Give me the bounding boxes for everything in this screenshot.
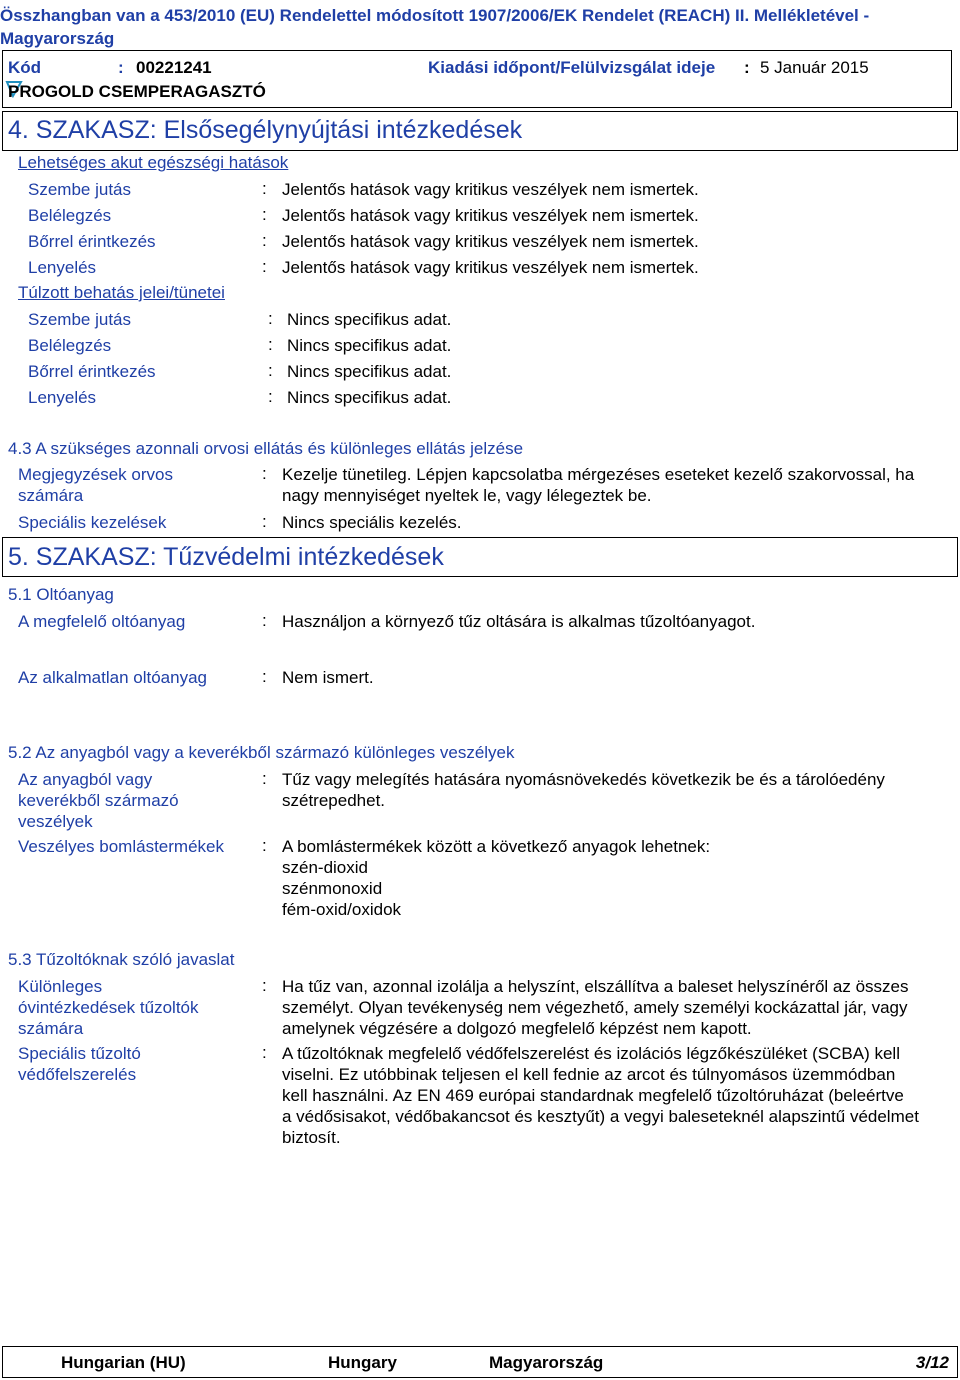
- acute-eye-value: Jelentős hatások vagy kritikus veszélyek nem ismertek.: [282, 180, 699, 199]
- over-skin-value: Nincs specifikus adat.: [287, 362, 452, 381]
- section4-title: 4. SZAKASZ: Elsősegélynyújtási intézkedések: [8, 116, 523, 144]
- colon: :: [262, 231, 267, 250]
- regulation-title-line2: Magyarország: [0, 29, 115, 48]
- doctor-notes-value-line: Kezelje tünetileg. Lépjen kapcsolatba mérgezéses eseteket kezelő szakorvossal, ha: [282, 465, 915, 484]
- precautions-label: [18, 976, 199, 1039]
- colon: :: [262, 611, 267, 630]
- decomposition-value-line: szén-dioxid: [282, 858, 368, 877]
- colon: :: [262, 667, 267, 686]
- equipment-label-line: Speciális tűzoltó: [18, 1044, 141, 1063]
- precautions-label-line: Különleges: [18, 977, 103, 996]
- section5-title: 5. SZAKASZ: Tűzvédelmi intézkedések: [8, 543, 444, 571]
- over-skin-label: Bőrrel érintkezés: [28, 362, 156, 381]
- code-value: 00221241: [136, 58, 212, 77]
- date-value: 5 Január 2015: [760, 58, 869, 77]
- decomposition-value: [282, 836, 710, 920]
- acute-ingestion-label: Lenyelés: [28, 258, 97, 277]
- footer-country: Hungary: [328, 1353, 397, 1372]
- over-eye-label: Szembe jutás: [28, 310, 131, 329]
- hazards-value-line: szétrepedhet.: [282, 791, 386, 810]
- colon: :: [262, 464, 267, 483]
- hazards-label: [18, 769, 179, 832]
- equipment-label-line: védőfelszerelés: [18, 1065, 137, 1084]
- colon: :: [268, 387, 273, 406]
- colon: :: [262, 976, 267, 995]
- special-treatment-value: Nincs speciális kezelés.: [282, 513, 462, 532]
- acute-inhalation-value: Jelentős hatások vagy kritikus veszélyek nem ismertek.: [282, 206, 699, 225]
- hazards-label-line: veszélyek: [18, 812, 93, 831]
- footer-page-number: 3/12: [915, 1353, 949, 1372]
- colon: :: [262, 257, 267, 276]
- acute-eye-label: Szembe jutás: [28, 180, 131, 199]
- equipment-value-line: a védősisakot, védőbakancsot és kesztyűt) a vegyi baleseteknél alapszintű védelmet: [282, 1107, 919, 1126]
- precautions-value-line: amelynek végzésére a dolgozó megfelelő képzést nem kapott.: [282, 1019, 752, 1038]
- over-inhalation-value: Nincs specifikus adat.: [287, 336, 452, 355]
- decomposition-value-line: A bomlástermékek között a következő anyagok lehetnek:: [282, 837, 711, 856]
- code-colon: :: [118, 58, 124, 77]
- product-name: PROGOLD CSEMPERAGASZTÓ: [8, 82, 266, 101]
- subsection-5-2: 5.2 Az anyagból vagy a keverékből származó különleges veszélyek: [8, 743, 515, 762]
- acute-inhalation-label: Belélegzés: [28, 206, 112, 225]
- doctor-notes-label-line: számára: [18, 486, 84, 505]
- acute-effects-heading: Lehetséges akut egészségi hatások: [18, 153, 289, 172]
- colon: :: [262, 1043, 267, 1062]
- precautions-value-line: személyt. Olyan tevékenység nem végezhető, amely személyi kockázattal jár, vagy: [282, 998, 908, 1017]
- unsuitable-media-label: Az alkalmatlan oltóanyag: [18, 668, 208, 687]
- precautions-value-line: Ha tűz van, azonnal izolálja a helyszínt, elszállítva a baleset helyszínéről az összes: [282, 977, 909, 996]
- code-label: Kód: [8, 58, 42, 77]
- precautions-label-line: számára: [18, 1019, 84, 1038]
- footer-language: Hungarian (HU): [61, 1353, 186, 1372]
- decomposition-label: Veszélyes bomlástermékek: [18, 837, 224, 856]
- doctor-notes-value: [282, 464, 914, 506]
- hazards-label-line: Az anyagból vagy: [18, 770, 153, 789]
- date-label: Kiadási időpont/Felülvizsgálat ideje: [428, 58, 716, 77]
- acute-skin-value: Jelentős hatások vagy kritikus veszélyek nem ismertek.: [282, 232, 699, 251]
- hazards-value: [282, 769, 885, 811]
- acute-ingestion-value: Jelentős hatások vagy kritikus veszélyek nem ismertek.: [282, 258, 699, 277]
- overexposure-heading: Túlzott behatás jelei/tünetei: [18, 283, 225, 302]
- colon: :: [262, 769, 267, 788]
- hazards-value-line: Tűz vagy melegítés hatására nyomásnövekedés következik be és a tárolóedény: [282, 770, 885, 789]
- precautions-value: [282, 976, 909, 1039]
- doctor-notes-value-line: nagy mennyiséget nyeltek le, vagy lélegeztek be.: [282, 486, 652, 505]
- date-colon: :: [744, 58, 750, 77]
- equipment-value-line: viselni. Ez utóbbinak teljesen el kell fednie az arcot és túlnyomásos üzemmódban: [282, 1065, 896, 1084]
- equipment-value-line: biztosít.: [282, 1128, 341, 1147]
- precautions-label-line: óvintézkedések tűzoltók: [18, 998, 199, 1017]
- colon: :: [262, 512, 267, 531]
- suitable-media-label: A megfelelő oltóanyag: [18, 612, 186, 631]
- subsection-5-3: 5.3 Tűzoltóknak szóló javaslat: [8, 950, 235, 969]
- unsuitable-media-value: Nem ismert.: [282, 668, 374, 687]
- colon: :: [262, 836, 267, 855]
- doctor-notes-label-line: Megjegyzések orvos: [18, 465, 173, 484]
- regulation-title-line1: Összhangban van a 453/2010 (EU) Rendelettel módosított 1907/2006/EK Rendelet (REACH) II. Mellékletével -: [0, 6, 870, 25]
- equipment-value-line: kell használni. Az EN 469 európai standardnak megfelelő tűzoltóruházat (beleértve: [282, 1086, 904, 1105]
- equipment-value-line: A tűzoltóknak megfelelő védőfelszerelést és izolációs légzőkészüléket (SCBA) kell: [282, 1044, 900, 1063]
- colon: :: [268, 309, 273, 328]
- decomposition-value-line: fém-oxid/oxidok: [282, 900, 402, 919]
- over-inhalation-label: Belélegzés: [28, 336, 112, 355]
- subsection-5-1: 5.1 Oltóanyag: [8, 585, 114, 604]
- decomposition-value-line: szénmonoxid: [282, 879, 383, 898]
- over-ingestion-label: Lenyelés: [28, 388, 97, 407]
- equipment-label: [18, 1043, 141, 1085]
- regulation-title: [0, 4, 950, 50]
- suitable-media-value: Használjon a környező tűz oltására is alkalmas tűzoltóanyagot.: [282, 612, 756, 631]
- subsection-4-3: 4.3 A szükséges azonnali orvosi ellátás és különleges ellátás jelzése: [8, 439, 524, 458]
- special-treatment-label: Speciális kezelések: [18, 513, 167, 532]
- footer-country-local: Magyarország: [489, 1353, 604, 1372]
- colon: :: [262, 179, 267, 198]
- over-eye-value: Nincs specifikus adat.: [287, 310, 452, 329]
- acute-skin-label: Bőrrel érintkezés: [28, 232, 156, 251]
- hazards-label-line: keverékből származó: [18, 791, 179, 810]
- page-footer: [2, 1346, 958, 1378]
- colon: :: [262, 205, 267, 224]
- colon: :: [268, 361, 273, 380]
- colon: :: [268, 335, 273, 354]
- over-ingestion-value: Nincs specifikus adat.: [287, 388, 452, 407]
- equipment-value: [282, 1043, 919, 1148]
- doctor-notes-label: [18, 464, 173, 506]
